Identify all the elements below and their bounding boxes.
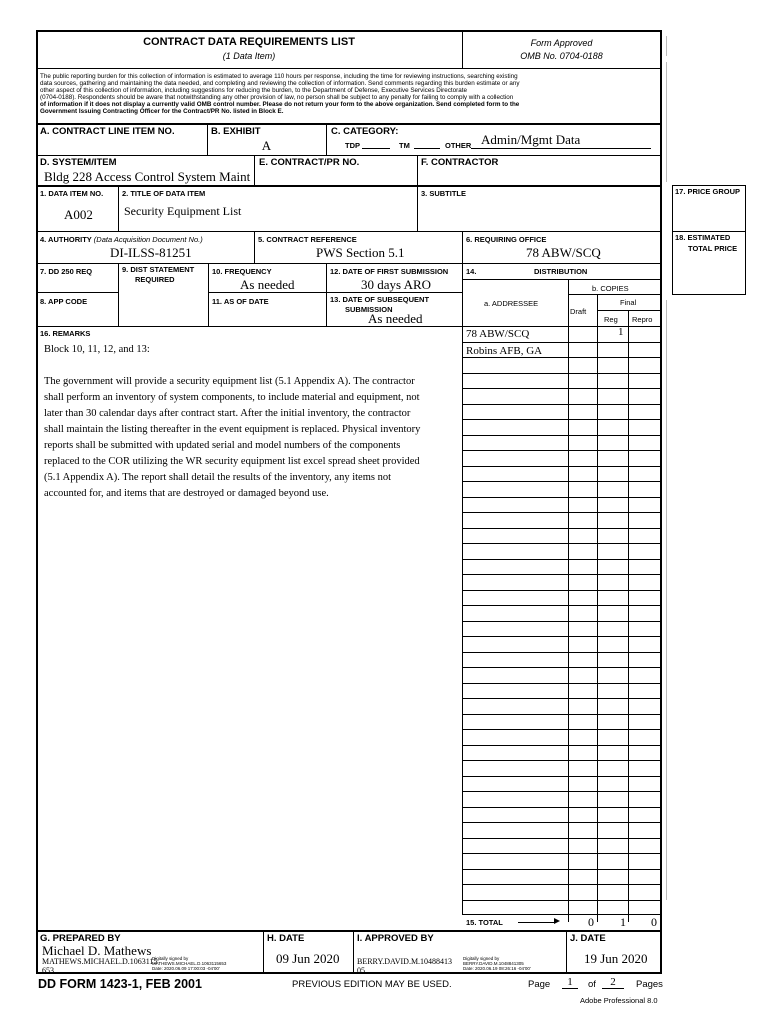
approved-by-label: I. APPROVED BY — [357, 933, 434, 944]
contractor-label: F. CONTRACTOR — [421, 157, 499, 168]
dist-required-label: REQUIRED — [135, 275, 175, 284]
title-label: 2. TITLE OF DATA ITEM — [122, 189, 206, 198]
total-row-line — [462, 914, 660, 915]
date-h-field[interactable]: 09 Jun 2020 — [276, 951, 340, 966]
authority-field[interactable]: DI-ILSS-81251 — [110, 245, 192, 260]
prepared-by-name[interactable]: Michael D. Mathews — [42, 943, 152, 958]
distribution-row-line — [462, 745, 660, 746]
distribution-row-line — [462, 342, 660, 343]
block14-label: 14. — [466, 267, 477, 276]
distribution-row-line — [462, 729, 660, 730]
distribution-row-line — [462, 574, 660, 575]
total-repro[interactable]: 0 — [651, 915, 657, 929]
previous-edition-note: PREVIOUS EDITION MAY BE USED. — [292, 979, 452, 990]
tm-field[interactable] — [414, 148, 440, 149]
category-other-field[interactable]: Admin/Mgmt Data — [481, 132, 581, 147]
omb-number: OMB No. 0704-0188 — [520, 51, 603, 61]
distribution-row-line — [462, 621, 660, 622]
tdp-field[interactable] — [362, 148, 390, 149]
total-price-label: TOTAL PRICE — [688, 244, 738, 253]
distribution-row-line — [462, 481, 660, 482]
distribution-row-line — [462, 528, 660, 529]
adobe-note: Adobe Professional 8.0 — [580, 996, 658, 1005]
dist-statement-label: 9. DIST STATEMENT — [122, 265, 195, 274]
form-title: CONTRACT DATA REQUIREMENTS LIST — [143, 36, 355, 48]
addressee-label: a. ADDRESSEE — [484, 299, 539, 308]
exhibit-label: B. EXHIBIT — [211, 126, 261, 137]
distribution-row-line — [462, 698, 660, 699]
first-submission-field[interactable]: 30 days ARO — [361, 277, 432, 292]
distribution-row-line — [462, 776, 660, 777]
distribution-row-line — [462, 559, 660, 560]
distribution-row-line — [462, 900, 660, 901]
contract-pr-label: E. CONTRACT/PR NO. — [259, 157, 360, 168]
distribution-addressee-1[interactable]: 78 ABW/SCQ — [466, 328, 530, 340]
distribution-row-line — [462, 791, 660, 792]
total-arrow-icon — [518, 922, 556, 923]
data-item-no-field[interactable]: A002 — [64, 207, 93, 222]
distribution-label: DISTRIBUTION — [534, 267, 588, 276]
page-total-field[interactable]: 2 — [602, 976, 624, 989]
estimated-label: 18. ESTIMATED — [675, 233, 731, 242]
distribution-row-line — [462, 357, 660, 358]
requiring-office-field[interactable]: 78 ABW/SCQ — [526, 245, 601, 260]
exhibit-field[interactable]: A — [261, 138, 272, 153]
distribution-row-line — [462, 853, 660, 854]
copies-label: b. COPIES — [592, 284, 629, 293]
frequency-field[interactable]: As needed — [240, 277, 295, 292]
system-item-field[interactable]: Bldg 228 Access Control System Maint — [44, 169, 251, 184]
distribution-row-line — [462, 636, 660, 637]
distribution-row-line — [462, 822, 660, 823]
contract-reference-field[interactable]: PWS Section 5.1 — [316, 245, 405, 260]
subsequent-label: 13. DATE OF SUBSEQUENT — [330, 295, 430, 304]
data-item-no-label: 1. DATA ITEM NO. — [40, 189, 104, 198]
distribution-row-line — [462, 667, 660, 668]
other-label: OTHER — [445, 141, 472, 150]
requiring-office-label: 6. REQUIRING OFFICE — [466, 235, 547, 244]
frequency-label: 10. FREQUENCY — [212, 267, 272, 276]
first-submission-label: 12. DATE OF FIRST SUBMISSION — [330, 267, 449, 276]
draft-label: Draft — [570, 307, 587, 316]
distribution-row-line — [462, 466, 660, 467]
as-of-date-label: 11. AS OF DATE — [212, 297, 269, 306]
final-label: Final — [620, 298, 637, 307]
pages-label: Pages — [636, 979, 663, 990]
approved-by-signature[interactable]: BERRY.DAVID.M.10488413 05 — [357, 957, 453, 975]
distribution-row-line — [462, 435, 660, 436]
category-label: C. CATEGORY: — [331, 126, 399, 137]
tdp-label: TDP — [345, 141, 360, 150]
subsequent-submission-field[interactable]: As needed — [368, 311, 423, 326]
arrow-head-icon — [554, 918, 560, 924]
distribution-row-line — [462, 760, 660, 761]
tm-label: TM — [399, 141, 410, 150]
title-field[interactable]: Security Equipment List — [124, 204, 242, 218]
app-code-label: 8. APP CODE — [40, 297, 88, 306]
prepared-digital-stamp: Digitally signed by MATHEWS.MICHAEL.D.1063115653 Date: 2020.06.09 17:00:03 -04'00' — [152, 956, 227, 971]
system-item-label: D. SYSTEM/ITEM — [40, 157, 117, 168]
of-label: of — [588, 979, 596, 990]
distribution-row-line — [462, 450, 660, 451]
prepared-by-signature[interactable]: MATHEWS.MICHAEL.D.1063115 653 — [42, 957, 158, 975]
page-number-field[interactable]: 1 — [562, 976, 578, 989]
distribution-row-line — [462, 652, 660, 653]
date-j-label: J. DATE — [570, 933, 606, 944]
distribution-row-line — [462, 869, 660, 870]
reg-label: Reg — [604, 315, 618, 324]
distribution-row-line — [462, 512, 660, 513]
form-approved: Form Approved — [530, 38, 593, 48]
date-h-label: H. DATE — [267, 933, 305, 944]
remarks-text[interactable]: Block 10, 11, 12, and 13: The government will provide a security equipment list (5.1 Appendix A). The contractor shall perform an inventory of system components, to include material and equipment, not later than 30 calendar days after contract start. After the initial inventory, the contractor shall maintain the listing thereafter in the event equipment is replaced. Physical inventory reports shall be submitted with updated serial and model numbers of the components replaced to the COR utilizing the WR security equipment list excel spread sheet provided (5.1 Appendix A). The report shall detail the results of the inventory, any items not accounted for, and items that are destroyed or damaged beyond use. — [44, 344, 421, 499]
dd250-label: 7. DD 250 REQ — [40, 267, 93, 276]
distribution-addressee-2[interactable]: Robins AFB, GA — [466, 345, 543, 357]
remarks-label: 16. REMARKS — [40, 329, 91, 338]
distribution-row-line — [462, 497, 660, 498]
contract-line-item-label: A. CONTRACT LINE ITEM NO. — [40, 126, 175, 137]
other-underline — [471, 148, 651, 149]
approved-digital-stamp: Digitally signed by BERRY.DAVID.M.1048841305 Date: 2020.06.19 08:26:16 -04'00' — [463, 956, 531, 971]
distribution-row-line — [462, 683, 660, 684]
distribution-row-line — [462, 543, 660, 544]
total-draft[interactable]: 0 — [588, 915, 594, 929]
distribution-reg-1[interactable]: 1 — [618, 326, 624, 338]
distribution-row-line — [462, 605, 660, 606]
form-id: DD FORM 1423-1, FEB 2001 — [38, 977, 202, 991]
subtitle-label: 3. SUBTITLE — [421, 189, 467, 198]
prepared-by-label: G. PREPARED BY — [40, 933, 121, 944]
date-j-field[interactable]: 19 Jun 2020 — [584, 951, 648, 966]
form-subtitle: (1 Data Item) — [222, 51, 276, 61]
distribution-row-line — [462, 807, 660, 808]
distribution-row-line — [462, 388, 660, 389]
distribution-row-line — [462, 884, 660, 885]
authority-label: 4. AUTHORITY (Data Acquisition Document No.) — [40, 235, 203, 244]
price-group-label: 17. PRICE GROUP — [675, 187, 741, 196]
contract-reference-label: 5. CONTRACT REFERENCE — [258, 235, 357, 244]
distribution-row-line — [462, 373, 660, 374]
distribution-row-line — [462, 419, 660, 420]
burden-statement: The public reporting burden for this collection of information is estimated to average 110 hours per response, including the time for reviewing instructions, searching existing data sources, gathering and maintaining the data needed, and completing and reviewing the collection of information. Send comments regarding this burden estimate or any other aspect of this collection of information, including suggestions for reducing the burden, to the Department of Defense, Executive Services Directorate (0704-0188). Respondents should be aware that notwithstanding any other provision of law, no person shall be subject to any penalty for failing to comply with a collection of information if it does not display a currently valid OMB control number. Please do not return your form to the above organization. Send completed form to the Government Issuing Contracting Officer for the Contract/PR No. listed in Block E. — [40, 73, 520, 115]
repro-label: Repro — [632, 315, 653, 324]
distribution-row-line — [462, 714, 660, 715]
distribution-row-line — [462, 590, 660, 591]
distribution-row-line — [462, 838, 660, 839]
total-label: 15. TOTAL — [466, 918, 503, 927]
total-reg[interactable]: 1 — [620, 915, 626, 929]
page-label: Page — [528, 979, 551, 990]
distribution-row-line — [462, 404, 660, 405]
submission-label: SUBMISSION — [345, 305, 393, 314]
